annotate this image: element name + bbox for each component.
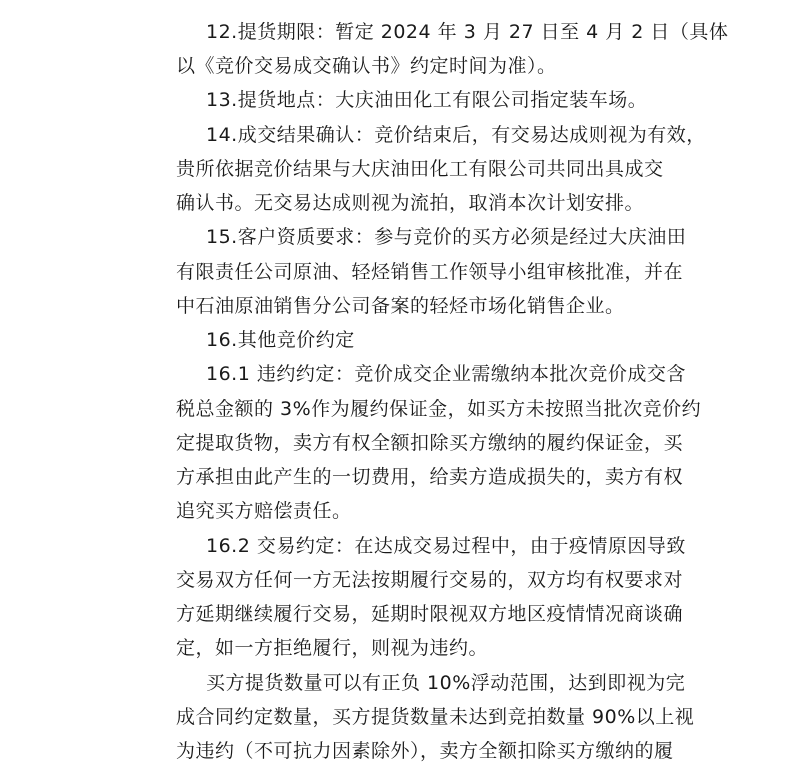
text-line: 16.2 交易约定：在达成交易过程中，由于疫情原因导致: [206, 535, 686, 557]
text-line: 定提取货物，卖方有权全额扣除买方缴纳的履约保证金，买: [176, 432, 684, 454]
text-line: 确认书。无交易达成则视为流拍，取消本次计划安排。: [176, 192, 645, 214]
text-line: 有限责任公司原油、轻烃销售工作领导小组审核批准，并在: [176, 261, 684, 283]
text-line: 方延期继续履行交易，延期时限视双方地区疫情情况商谈确: [176, 603, 684, 625]
text-line: 交易双方任何一方无法按期履行交易的，双方均有权要求对: [176, 569, 684, 591]
text-line: 成合同约定数量，买方提货数量未达到竞拍数量 90%以上视: [176, 706, 695, 728]
text-line: 以《竞价交易成交确认书》约定时间为准）。: [176, 55, 557, 77]
text-line: 为违约（不可抗力因素除外），卖方全额扣除买方缴纳的履: [176, 740, 674, 762]
text-line: 16.1 违约约定：竞价成交企业需缴纳本批次竞价成交含: [206, 363, 686, 385]
text-line: 14.成交结果确认：竞价结束后，有交易达成则视为有效，: [206, 124, 706, 146]
text-line: 定，如一方拒绝履行，则视为违约。: [176, 637, 489, 659]
text-line: 15.客户资质要求：参与竞价的买方必须是经过大庆油田: [206, 226, 687, 248]
text-line: 方承担由此产生的一切费用，给卖方造成损失的，卖方有权: [176, 466, 684, 488]
section-heading: 16.其他竞价约定: [206, 329, 355, 351]
text-line: 追究买方赔偿责任。: [176, 500, 352, 522]
text-line: 中石油原油销售分公司备案的轻烃市场化销售企业。: [176, 295, 625, 317]
text-line: 贵所依据竞价结果与大庆油田化工有限公司共同出具成交: [176, 158, 664, 180]
text-line: 13.提货地点：大庆油田化工有限公司指定装车场。: [206, 89, 648, 111]
text-line: 买方提货数量可以有正负 10%浮动范围，达到即视为完: [206, 672, 686, 694]
text-line: 税总金额的 3%作为履约保证金，如买方未按照当批次竞价约: [176, 398, 702, 420]
text-line: 12.提货期限：暂定 2024 年 3 月 27 日至 4 月 2 日（具体: [206, 21, 729, 43]
